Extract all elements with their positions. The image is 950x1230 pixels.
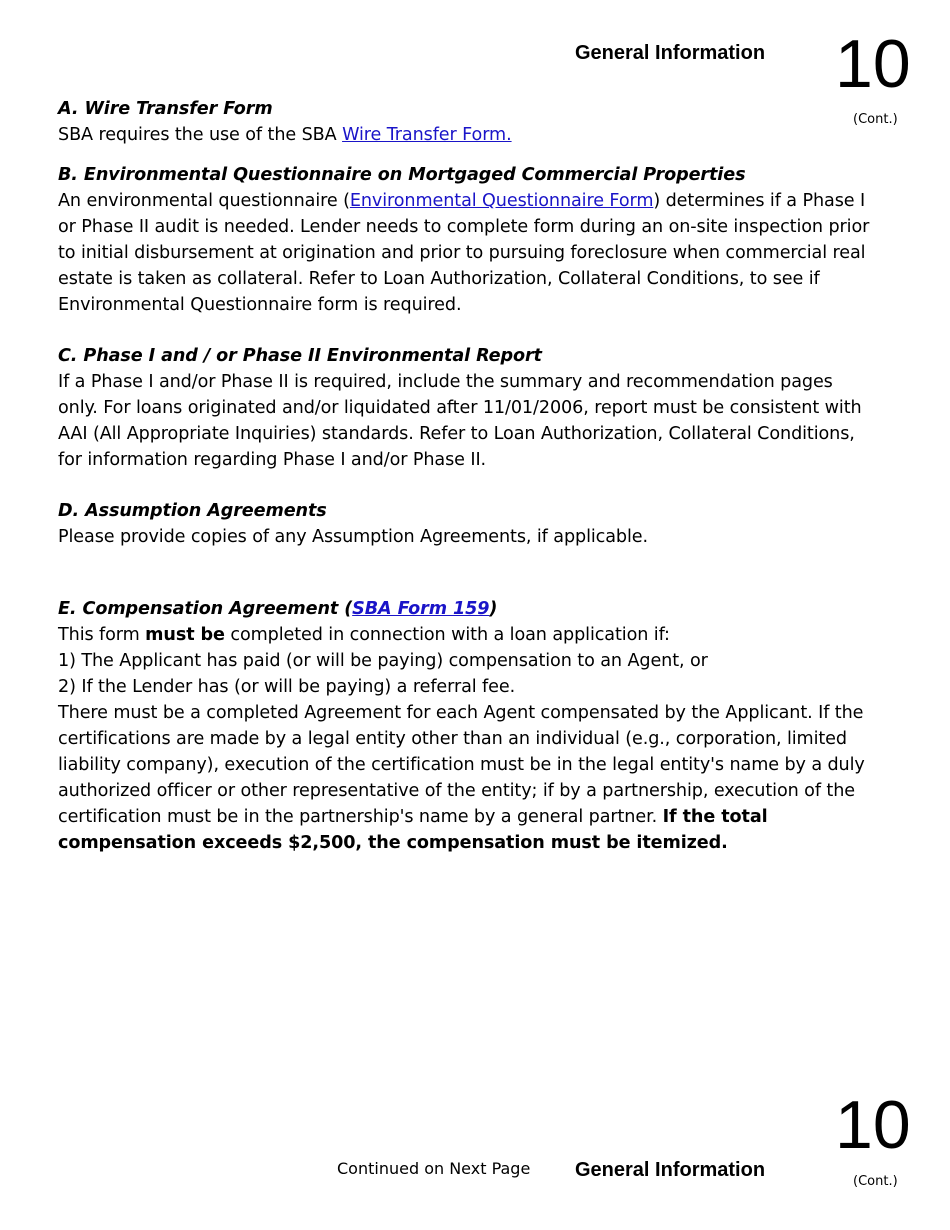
section-e-item-2: 2) If the Lender has (or will be paying) a referral fee. [58,677,516,697]
section-b-heading: B. Environmental Questionnaire on Mortgaged Commercial Properties [58,165,746,185]
section-c-heading: C. Phase I and / or Phase II Environmental Report [58,346,542,366]
section-e-line1 [58,622,873,648]
section-b-text-pre: An environmental questionnaire ( [58,191,350,211]
section-c-text: If a Phase I and/or Phase II is required, include the summary and recommendation pages only. For loans originated and/or liquidated after 11/01/2006, report must be consistent with AAI (All Appropriate Inquiries) standards. Refer to Loan Authorization, Collateral Conditions, for information regarding Phase I and/or Phase II. [58,372,862,470]
section-a-heading: A. Wire Transfer Form [58,99,273,119]
section-e-line1-post: completed in connection with a loan application if: [224,625,670,645]
section-e-heading-pre: E. Compensation Agreement ( [58,599,353,619]
section-d-text: Please provide copies of any Assumption Agreements, if applicable. [58,527,648,547]
continued-on-next-page: Continued on Next Page [337,1159,531,1178]
environmental-questionnaire-form-link[interactable]: Environmental Questionnaire Form [349,191,654,211]
wire-transfer-form-link[interactable]: Wire Transfer Form. [342,125,512,145]
header-title: General Information [575,42,766,64]
section-a-text [58,122,873,148]
sba-form-159-link[interactable]: SBA Form 159 [352,599,490,619]
section-e-item-1: 1) The Applicant has paid (or will be paying) compensation to an Agent, or [58,651,708,671]
page-body [58,96,873,856]
footer-chapter-number: 10 [835,1087,911,1163]
section-e-paragraph [58,700,873,856]
chapter-number: 10 [835,26,911,102]
section-e-heading [58,596,873,622]
section-a-text-pre: SBA requires the use of the SBA [58,125,343,145]
cont-label: (Cont.) [853,112,898,127]
section-b-text [58,188,873,318]
section-e-paragraph-bold: If the total compensation exceeds $2,500, the compensation must be itemized. [58,807,768,853]
section-e-paragraph-text: There must be a completed Agreement for each Agent compensated by the Applicant. If the certifications are made by a legal entity other than an individual (e.g., corporation, limited liability company), execution of the certification must be in the legal entity's name by a duly authorized officer or other representative of the entity; if by a partnership, execution of the certification must be in the partnership's name by a general partner. [58,703,865,827]
section-e-line1-pre: This form [58,625,146,645]
section-d-heading: D. Assumption Agreements [58,501,327,521]
section-e-line1-bold: must be [145,625,225,645]
footer-title: General Information [575,1159,766,1181]
section-b-text-post: ) determines if a Phase I or Phase II audit is needed. Lender needs to complete form during an on-site inspection prior to initial disbursement at origination and prior to pursuing foreclosure when commercial real estate is taken as collateral. Refer to Loan Authorization, Collateral Conditions, to see if Environmental Questionnaire form is required. [58,191,870,315]
footer-cont-label: (Cont.) [853,1174,898,1189]
section-e-heading-post: ) [489,599,498,619]
